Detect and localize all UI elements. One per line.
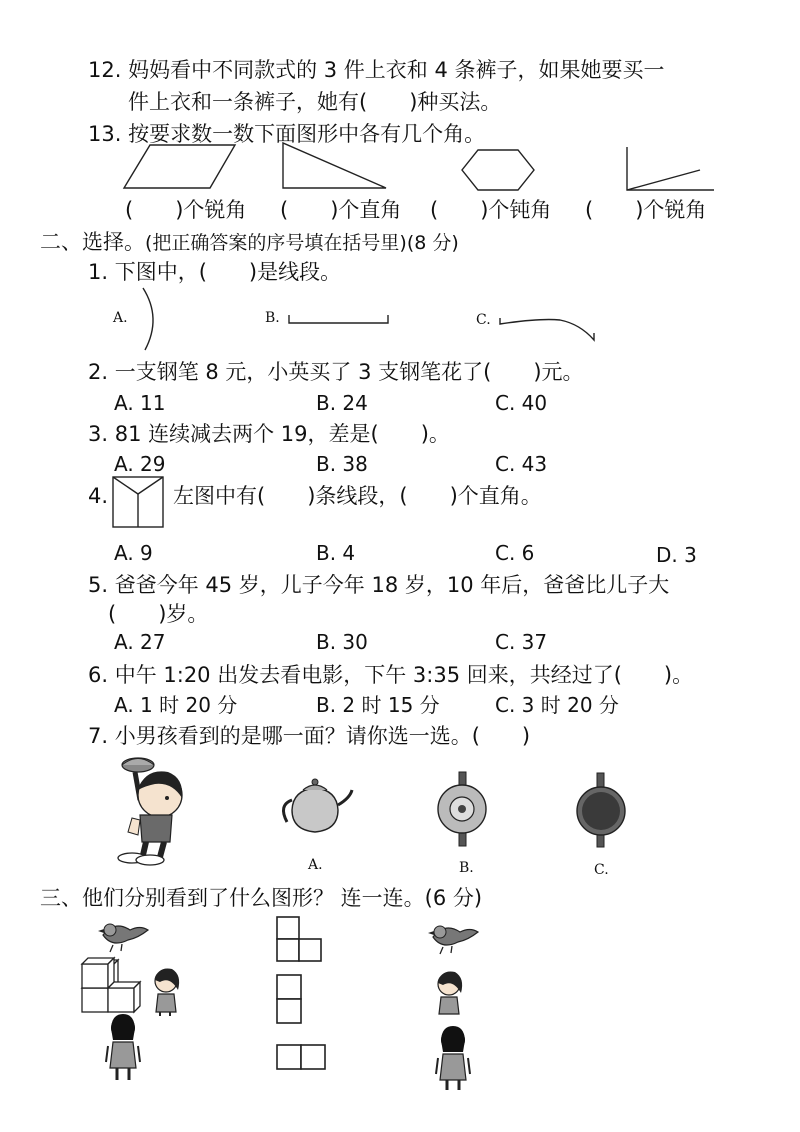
- s2-q6-option-b: B. 2 时 15 分: [316, 693, 440, 717]
- s2-q5-option-b: B. 30: [316, 630, 368, 654]
- s2-q3-option-a: A. 29: [114, 452, 166, 476]
- s2-q5-line2: ( )岁。: [108, 602, 209, 626]
- s2-q3-option-b: B. 38: [316, 452, 368, 476]
- s2-q2-option-a: A. 11: [114, 391, 166, 415]
- q12-line1: 12. 妈妈看中不同款式的 3 件上衣和 4 条裤子，如果她要买一: [88, 58, 665, 82]
- q12-line2: 件上衣和一条裤子，她有( )种买法。: [128, 90, 502, 114]
- s2-q7-question: 7. 小男孩看到的是哪一面？请你选一选。( ): [88, 724, 531, 748]
- s2-q5-line1: 5. 爸爸今年 45 岁，儿子今年 18 岁，10 年后，爸爸比儿子大: [88, 573, 670, 597]
- s2-q4-option-c: C. 6: [495, 541, 535, 565]
- s2-q1-label-b: B.: [265, 310, 280, 326]
- s2-q5-option-c: C. 37: [495, 630, 548, 654]
- s2-q7-label-c: C.: [594, 862, 609, 878]
- s2-q4-option-b: B. 4: [316, 541, 356, 565]
- s2-q4-option-d: D. 3: [656, 543, 697, 567]
- s2-q1-question: 1. 下图中，( )是线段。: [88, 260, 342, 284]
- q13-answer-4: ( )个锐角: [585, 198, 707, 222]
- q13-answer-1: ( )个锐角: [125, 198, 247, 222]
- s2-q5-option-a: A. 27: [114, 630, 166, 654]
- s2-q6-question: 6. 中午 1:20 出发去看电影，下午 3:35 回来，共经过了( )。: [88, 663, 694, 687]
- s2-q2-option-c: C. 40: [495, 391, 548, 415]
- s2-q3-option-c: C. 43: [495, 452, 548, 476]
- s2-q7-label-a: A.: [308, 857, 323, 873]
- s2-q7-label-b: B.: [459, 860, 474, 876]
- q13-question: 13. 按要求数一数下面图形中各有几个角。: [88, 122, 486, 146]
- s2-q4-option-a: A. 9: [114, 541, 153, 565]
- q13-answer-2: ( )个直角: [280, 198, 402, 222]
- s2-q1-label-c: C.: [476, 312, 491, 328]
- s2-q6-option-c: C. 3 时 20 分: [495, 693, 619, 717]
- s2-q2-option-b: B. 24: [316, 391, 368, 415]
- s2-q3-question: 3. 81 连续减去两个 19，差是( )。: [88, 422, 450, 446]
- s2-q1-label-a: A.: [113, 310, 128, 326]
- section2-title: 二、选择。(把正确答案的序号填在括号里)(8 分): [40, 230, 459, 254]
- q13-answer-3: ( )个钝角: [430, 198, 552, 222]
- s2-q4-number: 4.: [88, 484, 109, 508]
- s2-q6-option-a: A. 1 时 20 分: [114, 693, 238, 717]
- s2-q4-question: 左图中有( )条线段，( )个直角。: [173, 484, 542, 508]
- s2-q2-question: 2. 一支钢笔 8 元，小英买了 3 支钢笔花了( )元。: [88, 360, 584, 384]
- section3-title: 三、他们分别看到了什么图形？ 连一连。(6 分): [40, 886, 483, 910]
